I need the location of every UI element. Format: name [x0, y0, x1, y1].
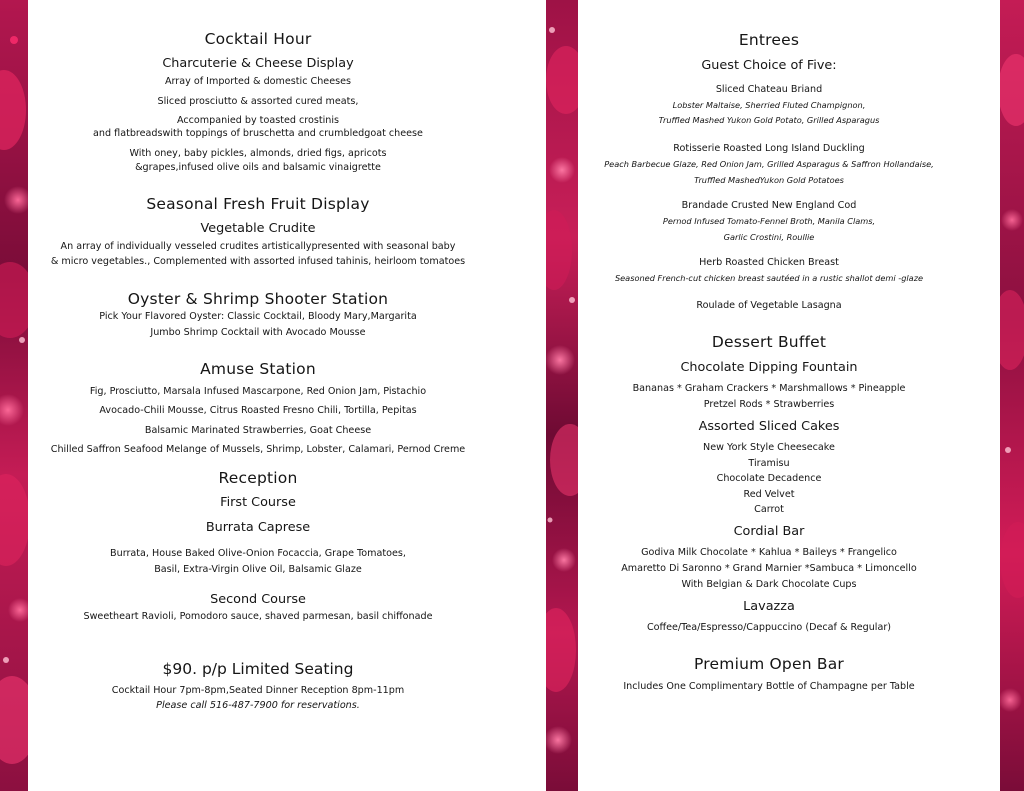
burrata-title: Burrata Caprese: [205, 520, 311, 535]
fruit-display-title: Seasonal Fresh Fruit Display: [146, 195, 370, 213]
cocktail-hour-title: Cocktail Hour: [204, 30, 312, 48]
lavazza-line: Coffee/Tea/Espresso/Cappuccino (Decaf & Regular): [646, 622, 892, 633]
entree-description: Pernod Infused Tomato-Fennel Broth, Manila Clams,: [662, 216, 876, 226]
entree-description: Lobster Maltaise, Sherried Fluted Champignon,: [672, 100, 866, 110]
event-hours: Cocktail Hour 7pm-8pm,Seated Dinner Reception 8pm-11pm: [111, 685, 405, 696]
crudite-line-1: An array of individually vesseled crudites artisticallypresented with seasonal baby: [60, 241, 456, 252]
entree-name: Rotisserie Roasted Long Island Duckling: [673, 143, 865, 154]
cake-item: Chocolate Decadence: [716, 473, 822, 484]
right-menu-page: [580, 0, 958, 791]
chocolate-fountain-title: Chocolate Dipping Fountain: [680, 360, 858, 375]
burrata-line-1: Burrata, House Baked Olive-Onion Focaccia, Grape Tomatoes,: [110, 548, 406, 559]
entree-description: Seasoned French-cut chicken breast sautéed in a rustic shallot demi -glaze: [614, 273, 924, 283]
charcuterie-line-4: and flatbreadswith toppings of bruschetta and crumbledgoat cheese: [93, 128, 423, 139]
dessert-buffet-title: Dessert Buffet: [711, 333, 827, 351]
entree-name: Brandade Crusted New England Cod: [681, 200, 857, 211]
decorative-strip-left: [0, 0, 28, 791]
amuse-line-1: Fig, Prosciutto, Marsala Infused Mascarpone, Red Onion Jam, Pistachio: [89, 386, 427, 397]
floral-pattern-center: [546, 0, 578, 791]
charcuterie-line-6: &grapes,infused olive oils and balsamic vinaigrette: [135, 162, 381, 173]
left-menu-page: [30, 0, 486, 791]
decorative-strip-right: [1000, 0, 1024, 791]
cake-item: Carrot: [754, 504, 784, 515]
crudite-title: Vegetable Crudite: [200, 221, 316, 236]
entree-description: Truffled MashedYukon Gold Potatoes: [694, 175, 844, 185]
fountain-line-2: Pretzel Rods * Strawberries: [703, 399, 835, 410]
first-course-title: First Course: [220, 495, 296, 510]
entree-description: Truffled Mashed Yukon Gold Potato, Grilled Asparagus: [658, 115, 880, 125]
sliced-cakes-title: Assorted Sliced Cakes: [698, 419, 840, 434]
second-course-line: Sweetheart Ravioli, Pomodoro sauce, shaved parmesan, basil chiffonade: [83, 611, 433, 622]
entree-description: Garlic Crostini, Roullie: [723, 232, 815, 242]
entree-name: Sliced Chateau Briand: [715, 84, 823, 95]
cake-item: Red Velvet: [743, 489, 795, 500]
floral-pattern-right: [1000, 0, 1024, 791]
open-bar-title: Premium Open Bar: [694, 655, 844, 673]
cordial-line-2: Amaretto Di Saronno * Grand Marnier *Sambuca * Limoncello: [621, 563, 917, 574]
oyster-station-title: Oyster & Shrimp Shooter Station: [127, 290, 389, 308]
amuse-line-3: Balsamic Marinated Strawberries, Goat Cheese: [144, 425, 372, 436]
cake-item: New York Style Cheesecake: [703, 442, 835, 453]
crudite-line-2: & micro vegetables., Complemented with assorted infused tahinis, heirloom tomatoes: [50, 256, 466, 267]
floral-pattern-left: [0, 0, 28, 791]
second-course-title: Second Course: [210, 592, 306, 607]
open-bar-line: Includes One Complimentary Bottle of Champagne per Table: [623, 681, 915, 692]
decorative-strip-center: [546, 0, 578, 791]
lavazza-title: Lavazza: [743, 599, 795, 614]
charcuterie-line-3: Accompanied by toasted crostinis: [176, 115, 340, 126]
charcuterie-line-5: With oney, baby pickles, almonds, dried figs, apricots: [129, 148, 387, 159]
oyster-line-1: Pick Your Flavored Oyster: Classic Cocktail, Bloody Mary,Margarita: [99, 311, 417, 322]
entree-description: Peach Barbecue Glaze, Red Onion Jam, Grilled Asparagus & Saffron Hollandaise,: [604, 159, 934, 169]
cake-item: Tiramisu: [748, 458, 790, 469]
charcuterie-line-1: Array of Imported & domestic Cheeses: [164, 76, 352, 87]
reception-title: Reception: [218, 469, 298, 487]
entrees-subtitle: Guest Choice of Five:: [701, 58, 837, 73]
charcuterie-title: Charcuterie & Cheese Display: [162, 56, 354, 71]
amuse-line-2: Avocado-Chili Mousse, Citrus Roasted Fresno Chili, Tortilla, Pepitas: [99, 405, 417, 416]
amuse-line-4: Chilled Saffron Seafood Melange of Mussels, Shrimp, Lobster, Calamari, Pernod Creme: [50, 444, 466, 455]
amuse-station-title: Amuse Station: [200, 360, 316, 378]
oyster-line-2: Jumbo Shrimp Cocktail with Avocado Mousse: [150, 327, 366, 338]
cordial-bar-title: Cordial Bar: [733, 524, 805, 539]
entree-name: Herb Roasted Chicken Breast: [699, 257, 839, 268]
cordial-line-1: Godiva Milk Chocolate * Kahlua * Baileys * Frangelico: [641, 547, 897, 558]
charcuterie-line-2: Sliced prosciutto & assorted cured meats,: [157, 96, 359, 107]
fountain-line-1: Bananas * Graham Crackers * Marshmallows * Pineapple: [632, 383, 906, 394]
entrees-title: Entrees: [738, 31, 800, 49]
reservation-note: Please call 516-487-7900 for reservations.: [156, 700, 360, 711]
burrata-line-2: Basil, Extra-Virgin Olive Oil, Balsamic Glaze: [154, 564, 362, 575]
entree-name: Roulade of Vegetable Lasagna: [696, 300, 842, 311]
price-line: $90. p/p Limited Seating: [162, 660, 354, 678]
cordial-line-3: With Belgian & Dark Chocolate Cups: [681, 579, 857, 590]
